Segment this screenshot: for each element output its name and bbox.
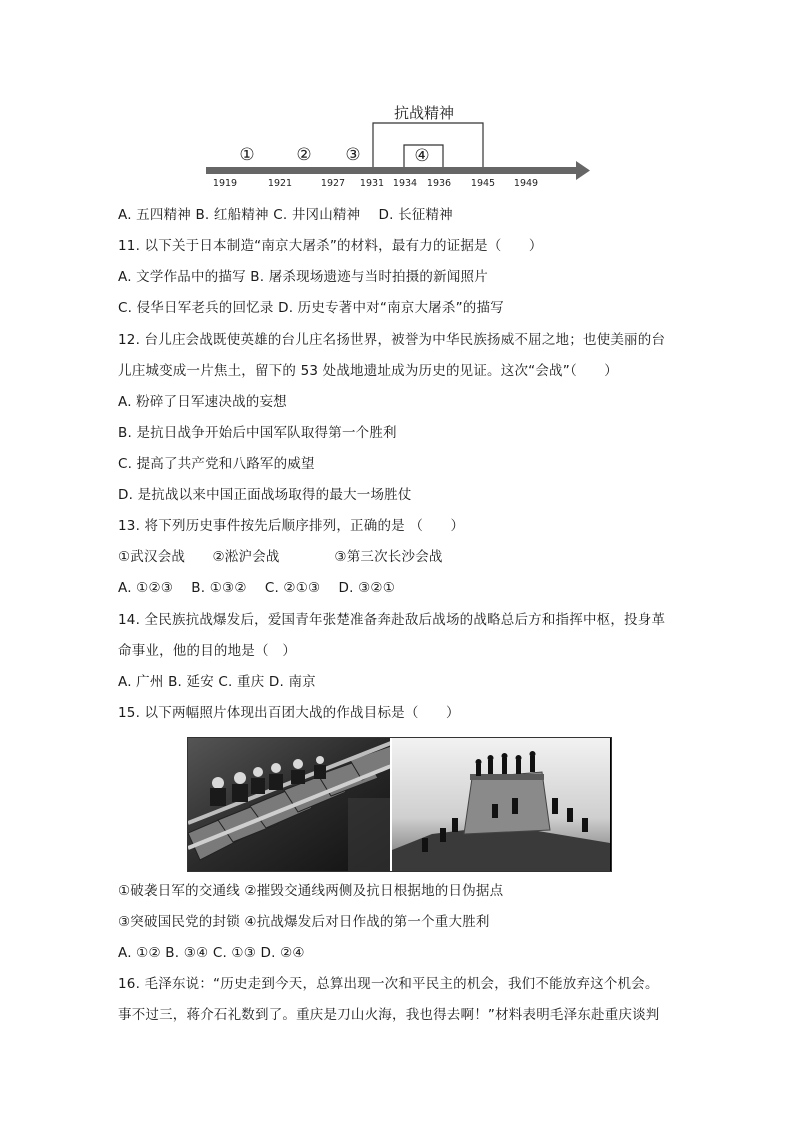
q13-stem: 13. 将下列历史事件按先后顺序排列，正确的是 （ ）: [118, 518, 465, 534]
timeline-arrowhead: [576, 161, 590, 180]
year-1927: 1927: [320, 178, 346, 189]
year-1934: 1934: [392, 178, 418, 189]
railway-demolition-photo: [188, 738, 390, 871]
q12-option-b: B. 是抗日战争开始后中国军队取得第一个胜利: [118, 425, 397, 441]
timeline-diagram: [200, 98, 600, 198]
q11-options-ab: A. 文学作品中的描写 B. 屠杀现场遗迹与当时拍摄的新闻照片: [118, 269, 488, 285]
blockhouse-attack-photo: [390, 738, 611, 871]
q13-events: ①武汉会战 ②淞沪会战 ③第三次长沙会战: [118, 549, 443, 565]
year-1945: 1945: [470, 178, 496, 189]
q15-stem: 15. 以下两幅照片体现出百团大战的作战目标是（ ）: [118, 705, 460, 721]
mark-3: ③: [345, 145, 361, 165]
q14-stem-line1: 14. 全民族抗战爆发后，爱国青年张楚准备奔赴敌后战场的战略总后方和指挥中枢，投身革: [118, 612, 666, 628]
q14-options: A. 广州 B. 延安 C. 重庆 D. 南京: [118, 674, 316, 690]
q12-stem-line1: 12. 台儿庄会战既使英雄的台儿庄名扬世界，被誉为中华民族扬威不屈之地；也使美丽的台: [118, 332, 666, 348]
q11-stem: 11. 以下关于日本制造“南京大屠杀”的材料，最有力的证据是（ ）: [118, 238, 543, 254]
blockhouse-photo-svg: [392, 738, 610, 871]
timeline-svg: [200, 98, 600, 198]
q14-stem-line2: 命事业，他的目的地是（ ）: [118, 643, 297, 659]
railway-photo-svg: [188, 738, 390, 871]
year-1919: 1919: [212, 178, 238, 189]
mark-2: ②: [296, 145, 312, 165]
q12-option-d: D. 是抗战以来中国正面战场取得的最大一场胜仗: [118, 487, 412, 503]
q15-items-12: ①破袭日军的交通线 ②摧毁交通线两侧及抗日根据地的日伪据点: [118, 883, 504, 899]
year-1936: 1936: [426, 178, 452, 189]
mark-4: ④: [414, 146, 430, 166]
q16-stem-line2: 事不过三，蒋介石礼数到了。重庆是刀山火海，我也得去啊！”材料表明毛泽东赴重庆谈判: [118, 1007, 660, 1023]
year-1931: 1931: [359, 178, 385, 189]
year-1921: 1921: [267, 178, 293, 189]
year-1949: 1949: [513, 178, 539, 189]
q15-items-34: ③突破国民党的封锁 ④抗战爆发后对日作战的第一个重大胜利: [118, 914, 490, 930]
q10-options: A. 五四精神 B. 红船精神 C. 井冈山精神 D. 长征精神: [118, 207, 453, 223]
mark-1: ①: [239, 145, 255, 165]
q12-stem-line2: 儿庄城变成一片焦土，留下的 53 处战地遗址成为历史的见证。这次“会战”（ ）: [118, 363, 618, 379]
timeline-axis: [206, 167, 578, 174]
q12-option-a: A. 粉碎了日军速决战的妄想: [118, 394, 287, 410]
q12-option-c: C. 提高了共产党和八路军的威望: [118, 456, 315, 472]
q15-options: A. ①② B. ③④ C. ①③ D. ②④: [118, 945, 305, 961]
q13-options: A. ①②③ B. ①③② C. ②①③ D. ③②①: [118, 580, 396, 596]
q11-options-cd: C. 侵华日军老兵的回忆录 D. 历史专著中对“南京大屠杀”的描写: [118, 300, 504, 316]
timeline-title: 抗战精神: [393, 104, 455, 122]
q16-stem-line1: 16. 毛泽东说：“历史走到今天，总算出现一次和平民主的机会，我们不能放弃这个机会。: [118, 976, 659, 992]
q15-photos: [187, 737, 612, 872]
